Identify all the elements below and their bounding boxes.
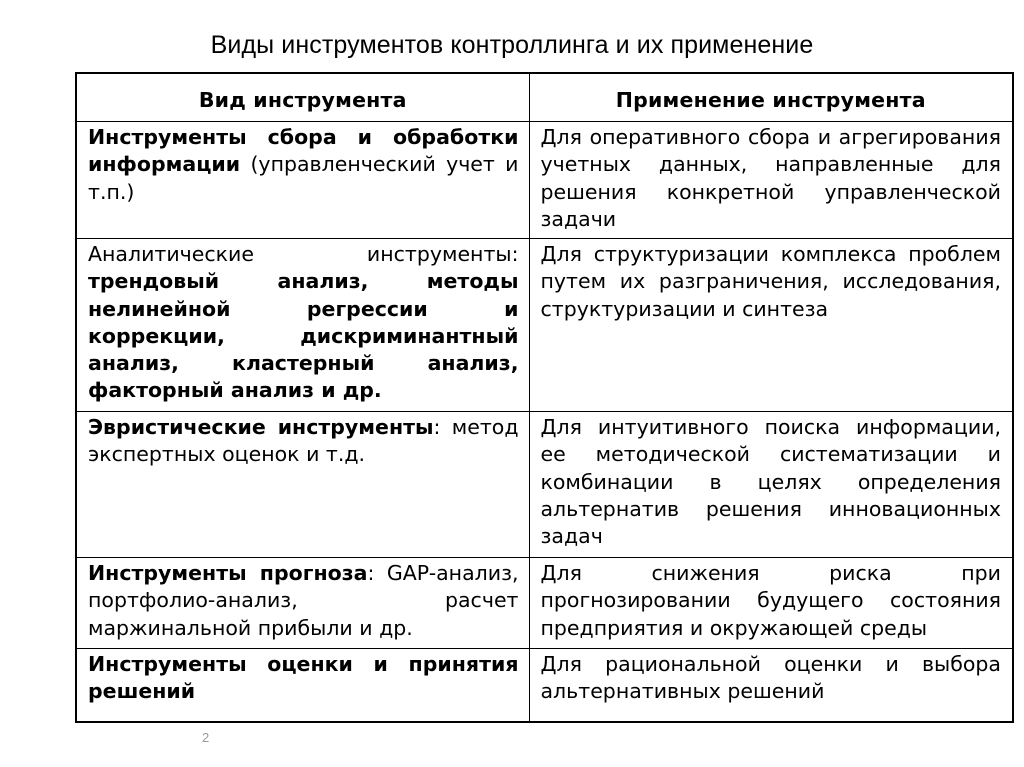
- instrument-type-cell: [76, 239, 529, 412]
- instrument-usage-cell: Для снижения риска при прогнозировании будущего состояния предприятия и окружающей среды: [529, 558, 1013, 649]
- instrument-type-bold: Инструменты сбора и обработки информации: [88, 125, 519, 177]
- table-row: [76, 649, 1013, 723]
- instrument-type-cell: [76, 649, 529, 723]
- instrument-usage-cell: Для структуризации комплекса проблем путем их разграничения, исследования, структуризации и синтеза: [529, 239, 1013, 412]
- instrument-type-cell: [76, 122, 529, 239]
- instrument-type-bold: Инструменты прогноза: [88, 561, 368, 585]
- page-number: 2: [202, 730, 210, 745]
- instrument-type-rest: : метод экспертных оценок и т.д.: [88, 415, 519, 467]
- instrument-type-cell: [76, 558, 529, 649]
- instrument-type-rest: : GAP-анализ, портфолио-анализ, расчет маржинальной прибыли и др.: [88, 561, 519, 640]
- instrument-type-rest: (управленческий учет и т.п.): [88, 152, 519, 204]
- column-header-instrument-type: Вид инструмента: [76, 73, 529, 122]
- instrument-type-bold: Инструменты оценки и принятия решений: [88, 652, 519, 704]
- instrument-usage-cell: Для оперативного сбора и агрегирования учетных данных, направленные для решения конкретной управленческой задачи: [529, 122, 1013, 239]
- instrument-usage-cell: Для интуитивного поиска информации, ее методической систематизации и комбинации в целях определения альтернатив решения инновационных задач: [529, 412, 1013, 558]
- table-header-row: [76, 73, 1013, 122]
- table-row: [76, 412, 1013, 558]
- instrument-type-lead: Аналитические инструменты:: [88, 242, 519, 266]
- column-header-instrument-usage: Применение инструмента: [529, 73, 1013, 122]
- instrument-type-bold: трендовый анализ, методы нелинейной регрессии и коррекции, дискриминантный анализ, кластерный анализ, факторный анализ и др.: [88, 269, 519, 403]
- instrument-usage-cell: Для рациональной оценки и выбора альтернативных решений: [529, 649, 1013, 723]
- table-row: [76, 122, 1013, 239]
- instruments-table: [75, 72, 1014, 723]
- table-row: [76, 239, 1013, 412]
- table-row: [76, 558, 1013, 649]
- instrument-type-cell: [76, 412, 529, 558]
- instrument-type-bold: Эвристические инструменты: [88, 415, 434, 439]
- page-title: Виды инструментов контроллинга и их применение: [210, 31, 814, 59]
